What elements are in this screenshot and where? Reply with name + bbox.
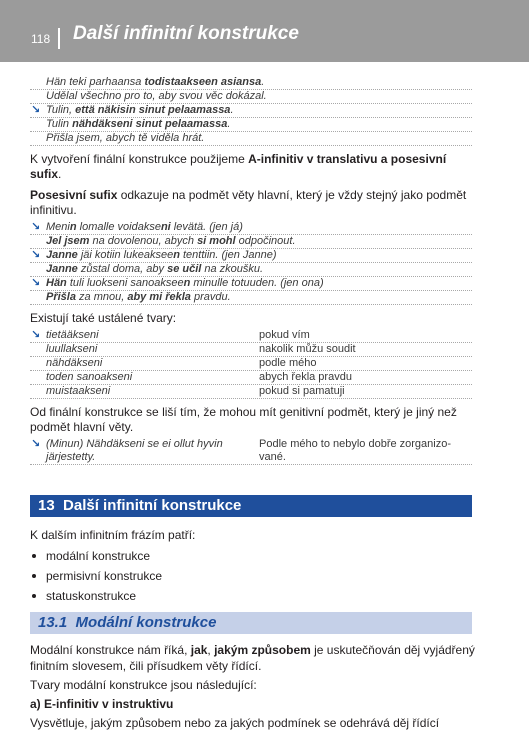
- finnish-form: toden sanoakseni: [46, 371, 133, 383]
- text-run: ,: [207, 643, 215, 657]
- subsection-body: [30, 642, 475, 731]
- header-divider: [58, 28, 60, 49]
- text-run: Přišla jsem, abych tě viděla hrát.: [46, 132, 205, 144]
- running-title: Další infinitní konstrukce: [73, 23, 299, 44]
- text-run: Tulin,: [46, 104, 76, 116]
- example-block-translative: [30, 76, 472, 146]
- example-line: [30, 263, 472, 277]
- finnish-form: muistaakseni: [46, 385, 111, 397]
- arrow-down-right-icon: ↘: [31, 221, 41, 233]
- bold-text: Janne: [46, 263, 78, 275]
- fixed-form-pair: [46, 357, 472, 370]
- text-run: jäi kotiin lukeaksee: [77, 249, 174, 261]
- bold-text: jak: [190, 643, 208, 657]
- example-line: [30, 235, 472, 249]
- text-run: .: [227, 118, 231, 130]
- bold-text: se učil: [167, 263, 202, 275]
- arrow-down-right-icon: ↘: [31, 104, 41, 116]
- section-title: Další infinitní konstrukce: [63, 497, 242, 514]
- page-number: 118: [31, 32, 51, 46]
- bold-text: n: [183, 277, 191, 289]
- text-run: tenttiin. (jen Janne): [179, 249, 277, 261]
- genitive-example-row: [30, 438, 472, 465]
- text-run: .: [230, 104, 234, 116]
- fixed-form-pair: [46, 343, 472, 356]
- bold-text: A-infinitiv v translativu a posesivní sufix: [30, 152, 447, 181]
- bold-text: ni: [160, 221, 171, 233]
- example-line: [30, 132, 472, 146]
- example-line: [30, 221, 472, 235]
- subsection-number: 13.1: [38, 614, 68, 631]
- subsection-title: Modální konstrukce: [75, 614, 217, 631]
- section-body: [30, 527, 475, 608]
- fixed-form-row: [30, 385, 472, 399]
- paragraph-genitive-subject: Od finální konstrukce se liší tím, že mohou mít genitivní podmět, který je jiný než podmět hlavní věty.: [30, 405, 457, 434]
- text-run: Modální konstrukce nám říká,: [30, 643, 191, 657]
- finnish-form: nähdäkseni: [46, 357, 103, 369]
- example-line: [30, 249, 472, 263]
- bold-text: Hän: [46, 277, 67, 289]
- bold-text: n: [69, 221, 77, 233]
- paragraph-possessive-suffix: [30, 188, 472, 218]
- bold-text: nähdäkseni sinut pelaamassa: [72, 118, 228, 130]
- text-run: Tulin: [46, 118, 73, 130]
- text-run: odpočinout.: [235, 235, 296, 247]
- example-line: [30, 291, 472, 305]
- bold-text: Jel jsem: [46, 235, 90, 247]
- bold-text: että näkisin sinut pelaamassa: [75, 104, 231, 116]
- list-item: permisivní konstrukce: [30, 568, 475, 584]
- finnish-sentence: (Minun) Nähdäkseni se ei ollut hyvin järjestetty.: [46, 438, 223, 463]
- example-line: [30, 118, 472, 132]
- modal-definition-paragraph: [30, 642, 475, 674]
- fixed-form-row: [30, 357, 472, 371]
- subsection-heading: [30, 612, 472, 634]
- modal-form-description: Vysvětluje, jakým způsobem nebo za jakých podmínek se odehrává děj řídící: [30, 716, 440, 730]
- genitive-example: [30, 438, 472, 465]
- list-item: statuskonstrukce: [30, 588, 475, 604]
- example-line: [30, 76, 472, 90]
- arrow-down-right-icon: ↘: [31, 438, 41, 450]
- text-run: .: [58, 167, 62, 181]
- text-run: za mnou,: [75, 291, 128, 303]
- text-run: Hän teki parhaansa: [46, 76, 145, 88]
- list-item: modální konstrukce: [30, 548, 475, 564]
- example-block-possessive: [30, 221, 472, 305]
- fixed-form-row: [30, 343, 472, 357]
- text-run: je uskutečňován děj vyjádřený finitním slovesem, čili přísudkem věty řídící.: [30, 643, 475, 673]
- arrow-down-right-icon: ↘: [31, 277, 41, 289]
- text-run: minulle totuuden. (jen ona): [190, 277, 324, 289]
- example-line: [30, 277, 472, 291]
- text-run: odkazuje na podmět věty hlavní, který je vždy stejný jako podmět infinitivu.: [30, 188, 467, 217]
- czech-translation: nakolik můžu soudit: [259, 343, 356, 355]
- fixed-forms-table: [30, 329, 472, 399]
- modal-form-heading: a) E-infinitiv v instruktivu: [30, 697, 174, 711]
- section-list: [30, 548, 475, 604]
- finnish-form: tietääkseni: [46, 329, 99, 341]
- paragraph-final-construction: [30, 152, 472, 182]
- text-run: na zkoušku.: [201, 263, 264, 275]
- bold-text: todistaakseen asiansa: [144, 76, 262, 88]
- arrow-down-right-icon: ↘: [31, 329, 41, 341]
- bold-text: aby mi řekla: [127, 291, 191, 303]
- bold-text: si mohl: [197, 235, 236, 247]
- text-run: Meni: [46, 221, 70, 233]
- example-line: [30, 90, 472, 104]
- text-run: K vytvoření finální konstrukce použijeme: [30, 152, 249, 166]
- section-heading: [30, 495, 472, 517]
- czech-translation: pokud si pamatuji: [259, 385, 345, 397]
- czech-translation: pokud vím: [259, 329, 310, 341]
- text-run: pravdu.: [190, 291, 231, 303]
- bold-text: Posesivní sufix: [30, 188, 118, 202]
- text-run: tuli luokseni sanoaksee: [66, 277, 184, 289]
- text-run: .: [261, 76, 265, 88]
- fixed-form-pair: [46, 385, 472, 398]
- fixed-form-pair: [46, 329, 472, 342]
- paragraph-fixed-forms: Existují také ustálené tvary:: [30, 311, 177, 325]
- text-run: Udělal všechno pro to, aby svou věc dokázal.: [46, 90, 267, 102]
- page-header: [0, 0, 529, 62]
- fixed-form-row: [30, 371, 472, 385]
- main-content: [30, 76, 472, 465]
- text-run: zůstal doma, aby: [77, 263, 168, 275]
- text-run: levätä. (jen já): [170, 221, 243, 233]
- arrow-down-right-icon: ↘: [31, 249, 41, 261]
- fixed-form-pair: [46, 371, 472, 384]
- section-intro: K dalším infinitním frázím patří:: [30, 528, 196, 542]
- czech-translation: abych řekla pravdu: [259, 371, 352, 383]
- czech-translation: podle mého: [259, 357, 317, 369]
- section-number: 13: [38, 497, 55, 514]
- example-line: [30, 104, 472, 118]
- bold-text: Přišla: [46, 291, 76, 303]
- fixed-form-row: [30, 329, 472, 343]
- finnish-form: luullakseni: [46, 343, 98, 355]
- bold-text: n: [173, 249, 180, 261]
- text-run: na dovolenou, abych: [89, 235, 198, 247]
- modal-forms-intro: Tvary modální konstrukce jsou následující:: [30, 678, 257, 692]
- bold-text: Janne: [46, 249, 78, 261]
- bold-text: jakým způsobem: [214, 643, 311, 657]
- genitive-pair: [46, 438, 472, 464]
- text-run: lomalle voidakse: [76, 221, 161, 233]
- czech-sentence: Podle mého to nebylo dobře zorganizo- vané.: [259, 438, 452, 463]
